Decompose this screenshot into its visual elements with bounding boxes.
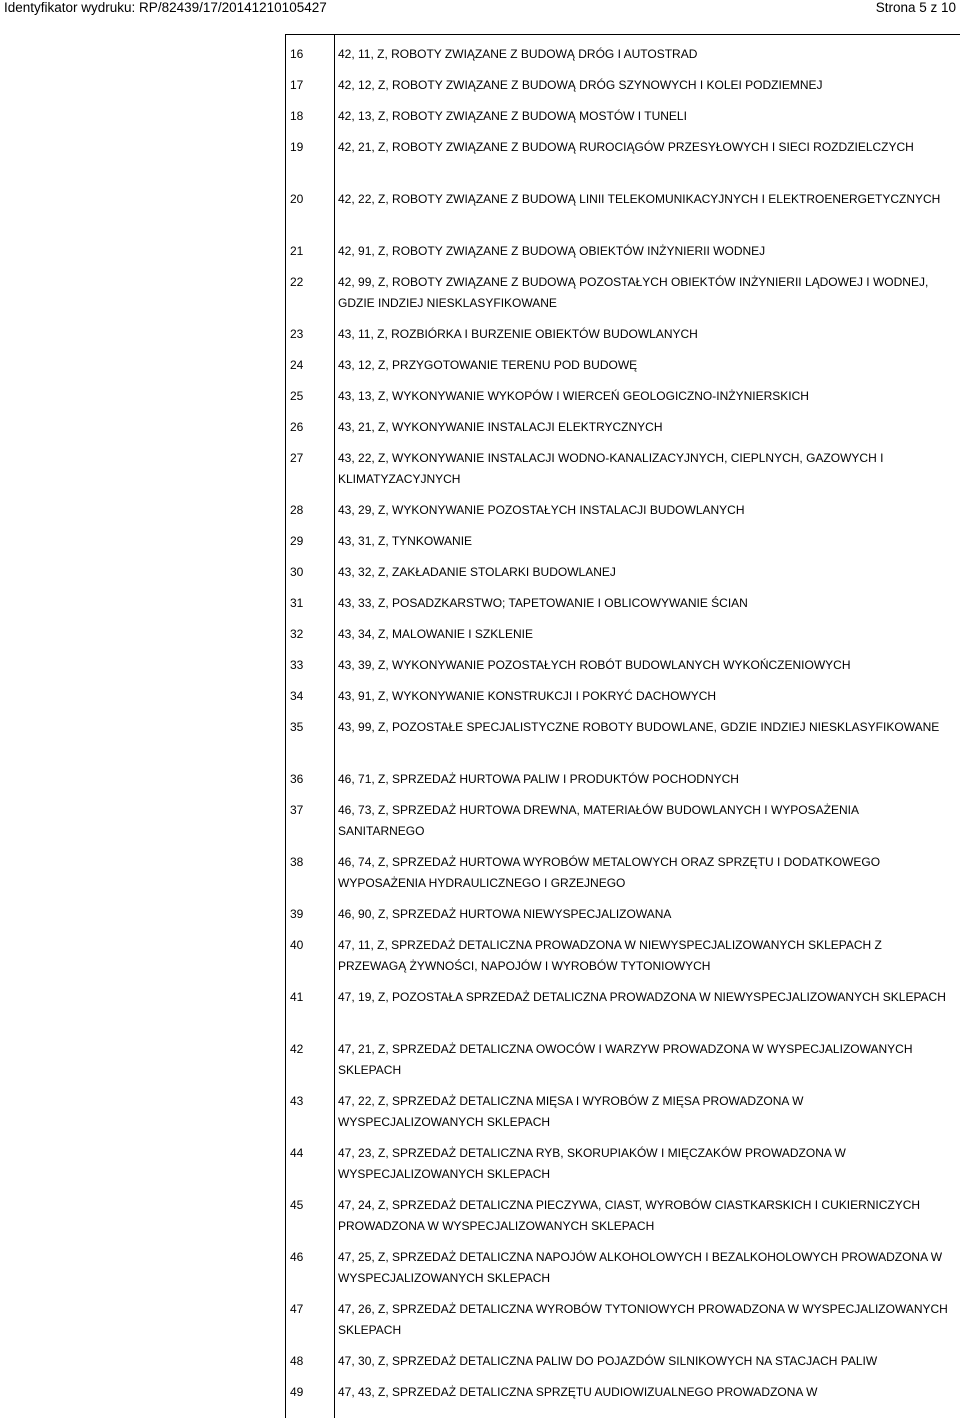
- row-number: 42: [290, 1042, 304, 1056]
- table-row: [286, 615, 960, 646]
- row-number: 26: [290, 420, 304, 434]
- table-row: [286, 1186, 960, 1238]
- table-row: [286, 439, 960, 491]
- table-row: [286, 895, 960, 926]
- row-number: 22: [290, 275, 304, 289]
- row-number: 38: [290, 855, 304, 869]
- row-number: 49: [290, 1385, 304, 1399]
- row-number: 48: [290, 1354, 304, 1368]
- row-description: 43, 13, Z, WYKONYWANIE WYKOPÓW I WIERCEŃ GEOLOGICZNO-INŻYNIERSKICH: [338, 389, 809, 403]
- row-description: 47, 19, Z, POZOSTAŁA SPRZEDAŻ DETALICZNA PROWADZONA W NIEWYSPECJALIZOWANYCH SKLEPACH: [338, 990, 946, 1004]
- table-row: [286, 491, 960, 522]
- table-row: [286, 584, 960, 615]
- row-description: 43, 22, Z, WYKONYWANIE INSTALACJI WODNO-KANALIZACYJNYCH, CIEPLNYCH, GAZOWYCH I KLIMATYZACYJNYCH: [338, 451, 884, 486]
- pkd-table: [285, 34, 960, 1418]
- table-row: [286, 791, 960, 843]
- table-row: [286, 232, 960, 263]
- row-number: 32: [290, 627, 304, 641]
- row-description: 42, 11, Z, ROBOTY ZWIĄZANE Z BUDOWĄ DRÓG I AUTOSTRAD: [338, 47, 698, 61]
- table-row: [286, 346, 960, 377]
- table-row: [286, 1290, 960, 1342]
- table-row: [286, 408, 960, 439]
- row-number: 45: [290, 1198, 304, 1212]
- row-description: 43, 31, Z, TYNKOWANIE: [338, 534, 473, 548]
- table-row: [286, 646, 960, 677]
- row-description: 46, 74, Z, SPRZEDAŻ HURTOWA WYROBÓW METALOWYCH ORAZ SPRZĘTU I DODATKOWEGO WYPOSAŻENIA HYDRAULICZNEGO I GRZEJNEGO: [338, 855, 881, 890]
- row-description: 43, 29, Z, WYKONYWANIE POZOSTAŁYCH INSTALACJI BUDOWLANYCH: [338, 503, 745, 517]
- row-number: 35: [290, 720, 304, 734]
- row-description: 43, 33, Z, POSADZKARSTWO; TAPETOWANIE I OBLICOWYWANIE ŚCIAN: [338, 596, 748, 610]
- row-description: 42, 12, Z, ROBOTY ZWIĄZANE Z BUDOWĄ DRÓG SZYNOWYCH I KOLEI PODZIEMNEJ: [338, 78, 823, 92]
- table-row: [286, 708, 960, 760]
- table-row: [286, 1030, 960, 1082]
- table-row: [286, 926, 960, 978]
- row-number: 30: [290, 565, 304, 579]
- row-number: 23: [290, 327, 304, 341]
- row-number: 27: [290, 451, 304, 465]
- table-row: [286, 377, 960, 408]
- row-description: 46, 90, Z, SPRZEDAŻ HURTOWA NIEWYSPECJALIZOWANA: [338, 907, 672, 921]
- row-number: 21: [290, 244, 304, 258]
- row-description: 42, 21, Z, ROBOTY ZWIĄZANE Z BUDOWĄ RUROCIĄGÓW PRZESYŁOWYCH I SIECI ROZDZIELCZYCH: [338, 140, 914, 154]
- table-row: [286, 1373, 960, 1404]
- row-description: 42, 99, Z, ROBOTY ZWIĄZANE Z BUDOWĄ POZOSTAŁYCH OBIEKTÓW INŻYNIERII LĄDOWEJ I WODNEJ, GDZIE INDZIEJ NIESKLASYFIKOWANE: [338, 275, 929, 310]
- row-description: 43, 99, Z, POZOSTAŁE SPECJALISTYCZNE ROBOTY BUDOWLANE, GDZIE INDZIEJ NIESKLASYFIKOWANE: [338, 720, 940, 734]
- row-number: 40: [290, 938, 304, 952]
- table-row: [286, 97, 960, 128]
- row-number: 41: [290, 990, 304, 1004]
- table-row: [286, 760, 960, 791]
- page-header: [0, 0, 960, 18]
- row-description: 47, 21, Z, SPRZEDAŻ DETALICZNA OWOCÓW I WARZYW PROWADZONA W WYSPECJALIZOWANYCH SKLEPACH: [338, 1042, 913, 1077]
- table-row: [286, 66, 960, 97]
- table-row: [286, 553, 960, 584]
- row-number: 25: [290, 389, 304, 403]
- row-description: 43, 34, Z, MALOWANIE I SZKLENIE: [338, 627, 533, 641]
- row-number: 24: [290, 358, 304, 372]
- row-number: 19: [290, 140, 304, 154]
- table-row: [286, 1134, 960, 1186]
- page-number: Strona 5 z 10: [875, 0, 956, 15]
- row-description: 47, 43, Z, SPRZEDAŻ DETALICZNA SPRZĘTU AUDIOWIZUALNEGO PROWADZONA W: [338, 1385, 818, 1399]
- print-identifier: Identyfikator wydruku: RP/82439/17/20141210105427: [4, 0, 327, 15]
- table-row: [286, 1238, 960, 1290]
- row-description: 42, 13, Z, ROBOTY ZWIĄZANE Z BUDOWĄ MOSTÓW I TUNELI: [338, 109, 687, 123]
- row-number: 43: [290, 1094, 304, 1108]
- row-description: 43, 91, Z, WYKONYWANIE KONSTRUKCJI I POKRYĆ DACHOWYCH: [338, 689, 717, 703]
- row-number: 47: [290, 1302, 304, 1316]
- row-number: 29: [290, 534, 304, 548]
- row-description: 46, 73, Z, SPRZEDAŻ HURTOWA DREWNA, MATERIAŁÓW BUDOWLANYCH I WYPOSAŻENIA SANITARNEGO: [338, 803, 859, 838]
- table-row: [286, 128, 960, 180]
- row-number: 37: [290, 803, 304, 817]
- row-description: 47, 25, Z, SPRZEDAŻ DETALICZNA NAPOJÓW ALKOHOLOWYCH I BEZALKOHOLOWYCH PROWADZONA W WYSPECJALIZOWANYCH SKLEPACH: [338, 1250, 943, 1285]
- row-description: 43, 11, Z, ROZBIÓRKA I BURZENIE OBIEKTÓW BUDOWLANYCH: [338, 327, 698, 341]
- row-number: 31: [290, 596, 304, 610]
- row-number: 39: [290, 907, 304, 921]
- row-number: 34: [290, 689, 304, 703]
- table-row: [286, 180, 960, 232]
- row-description: 42, 91, Z, ROBOTY ZWIĄZANE Z BUDOWĄ OBIEKTÓW INŻYNIERII WODNEJ: [338, 244, 766, 258]
- table-row: [286, 843, 960, 895]
- table-row: [286, 677, 960, 708]
- row-description: 43, 21, Z, WYKONYWANIE INSTALACJI ELEKTRYCZNYCH: [338, 420, 663, 434]
- row-description: 43, 12, Z, PRZYGOTOWANIE TERENU POD BUDOWĘ: [338, 358, 638, 372]
- row-description: 47, 23, Z, SPRZEDAŻ DETALICZNA RYB, SKORUPIAKÓW I MIĘCZAKÓW PROWADZONA W WYSPECJALIZOWANYCH SKLEPACH: [338, 1146, 846, 1181]
- row-description: 42, 22, Z, ROBOTY ZWIĄZANE Z BUDOWĄ LINII TELEKOMUNIKACYJNYCH I ELEKTROENERGETYCZNYCH: [338, 192, 941, 206]
- row-description: 47, 30, Z, SPRZEDAŻ DETALICZNA PALIW DO POJAZDÓW SILNIKOWYCH NA STACJACH PALIW: [338, 1354, 878, 1368]
- row-description: 43, 32, Z, ZAKŁADANIE STOLARKI BUDOWLANEJ: [338, 565, 616, 579]
- row-number: 18: [290, 109, 304, 123]
- table-row: [286, 315, 960, 346]
- row-description: 47, 26, Z, SPRZEDAŻ DETALICZNA WYROBÓW TYTONIOWYCH PROWADZONA W WYSPECJALIZOWANYCH SKLEPACH: [338, 1302, 948, 1337]
- row-number: 16: [290, 47, 304, 61]
- row-number: 20: [290, 192, 304, 206]
- row-number: 36: [290, 772, 304, 786]
- row-number: 46: [290, 1250, 304, 1264]
- table-row: [286, 1342, 960, 1373]
- row-description: 43, 39, Z, WYKONYWANIE POZOSTAŁYCH ROBÓT BUDOWLANYCH WYKOŃCZENIOWYCH: [338, 658, 851, 672]
- table-row: [286, 522, 960, 553]
- table-row: [286, 978, 960, 1030]
- table-row: [286, 1082, 960, 1134]
- row-number: 44: [290, 1146, 304, 1160]
- row-number: 33: [290, 658, 304, 672]
- row-description: 46, 71, Z, SPRZEDAŻ HURTOWA PALIW I PRODUKTÓW POCHODNYCH: [338, 772, 739, 786]
- row-number: 28: [290, 503, 304, 517]
- row-description: 47, 11, Z, SPRZEDAŻ DETALICZNA PROWADZONA W NIEWYSPECJALIZOWANYCH SKLEPACH Z PRZEWAGĄ ŻYWNOŚCI, NAPOJÓW I WYROBÓW TYTONIOWYCH: [338, 938, 882, 973]
- table-row: [286, 35, 960, 66]
- table-row: [286, 263, 960, 315]
- row-number: 17: [290, 78, 304, 92]
- row-description: 47, 22, Z, SPRZEDAŻ DETALICZNA MIĘSA I WYROBÓW Z MIĘSA PROWADZONA W WYSPECJALIZOWANYCH SKLEPACH: [338, 1094, 804, 1129]
- row-description: 47, 24, Z, SPRZEDAŻ DETALICZNA PIECZYWA, CIAST, WYROBÓW CIASTKARSKICH I CUKIERNICZYCH PROWADZONA W WYSPECJALIZOWANYCH SKLEPACH: [338, 1198, 921, 1233]
